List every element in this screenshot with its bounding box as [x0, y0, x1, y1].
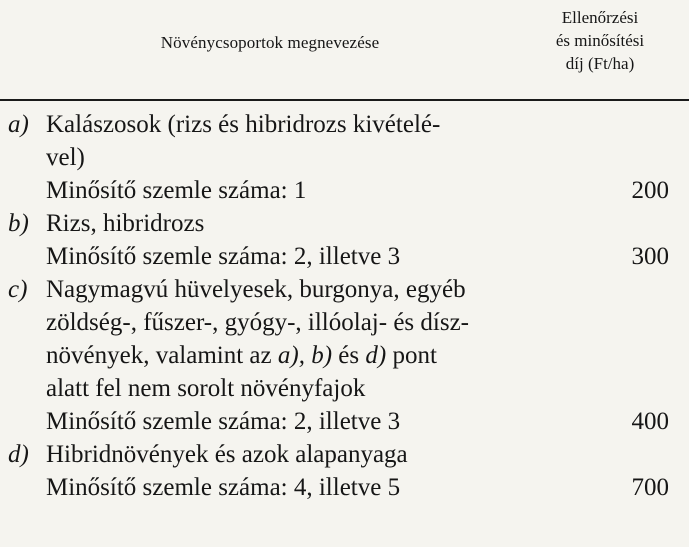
table-row — [0, 207, 689, 273]
cross-reference: d) — [365, 342, 387, 369]
plant-group-text — [46, 339, 437, 372]
plant-group-text: Nagymagvú hüvelyesek, burgonya, egyéb — [46, 276, 466, 303]
fee-header-line: és minősítési — [555, 31, 645, 50]
fee-column-header — [515, 6, 685, 75]
header-divider — [0, 99, 689, 101]
plant-group-text-part: és — [338, 342, 360, 369]
plant-group-text-part: pont — [392, 342, 437, 369]
fee-value: 400 — [631, 408, 669, 435]
plant-group-text: vel) — [46, 144, 85, 171]
inspection-count: Minősítő szemle száma: 2, illetve 3 — [46, 408, 401, 435]
row-letter: d) — [8, 441, 29, 468]
plant-group-text: zöldség-, fűszer-, gyógy-, illóolaj- és dísz- — [46, 309, 469, 336]
cross-reference: b) — [311, 342, 333, 369]
fee-value: 300 — [631, 243, 669, 270]
plant-group-text: Rizs, hibridrozs — [46, 210, 205, 237]
row-letter: a) — [8, 111, 29, 138]
plant-group-text: Kalászosok (rizs és hibridrozs kivételé- — [46, 111, 441, 138]
table-row — [0, 273, 689, 438]
fee-value: 200 — [631, 177, 669, 204]
fee-header-line: Ellenőrzési — [561, 8, 639, 27]
fee-value: 700 — [631, 474, 669, 501]
table-header — [0, 0, 689, 98]
plant-group-text: Hibridnövények és azok alapanyaga — [46, 441, 408, 468]
plant-group-text: alatt fel nem sorolt növényfajok — [46, 375, 366, 402]
fee-header-line: díj (Ft/ha) — [565, 54, 635, 73]
inspection-count: Minősítő szemle száma: 2, illetve 3 — [46, 243, 401, 270]
plant-group-column-header: Növénycsoportok megnevezése — [160, 33, 380, 52]
row-letter: c) — [8, 276, 28, 303]
plant-group-text-part: növények, valamint az — [46, 342, 272, 369]
table-row — [0, 438, 689, 504]
cross-reference: a), — [277, 342, 305, 369]
row-letter: b) — [8, 210, 29, 237]
fee-table-body — [0, 108, 689, 504]
inspection-count: Minősítő szemle száma: 1 — [46, 177, 307, 204]
inspection-count: Minősítő szemle száma: 4, illetve 5 — [46, 474, 401, 501]
table-row — [0, 108, 689, 207]
